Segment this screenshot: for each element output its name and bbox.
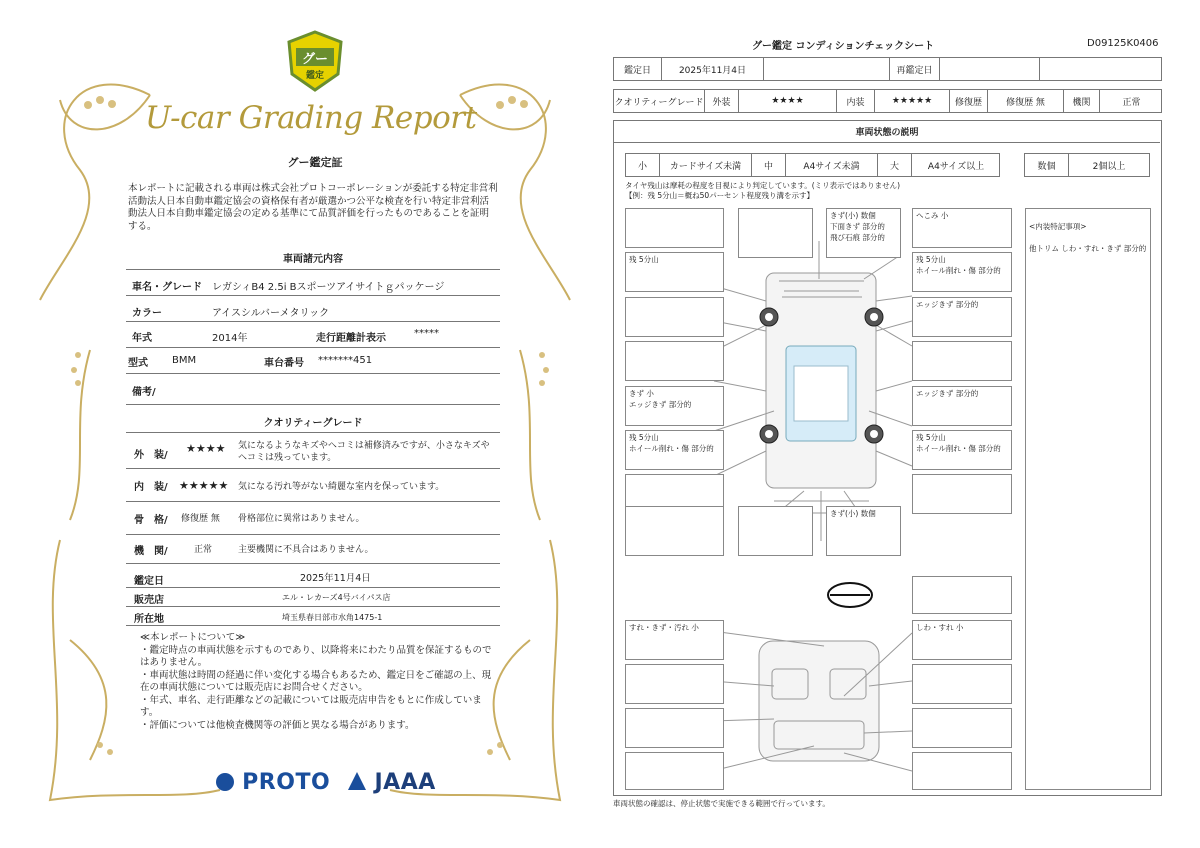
script-title: U-car Grading Report bbox=[145, 100, 477, 136]
spec-row-remarks bbox=[126, 375, 500, 405]
grade-int-label: 内装 bbox=[837, 90, 875, 112]
date-table bbox=[613, 57, 1162, 81]
jaaa-logo-icon bbox=[348, 772, 366, 790]
cond-box bbox=[912, 708, 1012, 748]
proto-logo-icon bbox=[216, 773, 234, 791]
cond-box-int-left: すれ・きず・汚れ 小 bbox=[625, 620, 724, 660]
grade-int-stars: ★★★★★ bbox=[875, 90, 950, 112]
cond-box-left-mid: きず 小 エッジきず 部分的 bbox=[625, 386, 724, 426]
proto-logo-text: PROTO bbox=[242, 770, 331, 795]
cond-box-tire-rl: 残 5分山 ホイール削れ・傷 部分的 bbox=[625, 430, 724, 470]
legend-mid-desc: A4サイズ未満 bbox=[786, 154, 878, 176]
engine-text: 主要機関に不具合はありません。 bbox=[238, 545, 374, 555]
legend-large-desc: A4サイズ以上 bbox=[927, 161, 985, 172]
frame-text: 骨格部位に異常はありません。 bbox=[238, 514, 365, 524]
spec-mileage-label: 走行距離計表示 bbox=[316, 333, 386, 344]
quality-row-interior bbox=[126, 470, 500, 502]
frame-label: 骨 格/ bbox=[134, 515, 168, 526]
specs-title: 車両諸元内容 bbox=[283, 254, 343, 265]
badge-line1: グー bbox=[301, 52, 328, 67]
interior-notes-text: 他トリム しわ・すれ・きず 部分的 bbox=[1029, 244, 1147, 253]
cond-box-tire-fr: 残 5分山 ホイール削れ・傷 部分的 bbox=[912, 252, 1012, 292]
spec-model-label: 型式 bbox=[128, 358, 148, 369]
cond-box bbox=[625, 208, 724, 248]
cond-box bbox=[912, 752, 1012, 790]
cond-box-tire-fl: 残 5分山 bbox=[625, 252, 724, 292]
quality-row-exterior bbox=[126, 432, 500, 469]
grade-engine-value: 正常 bbox=[1122, 97, 1141, 108]
date-value: 2025年11月4日 bbox=[300, 573, 371, 584]
spec-year-label: 年式 bbox=[132, 333, 152, 344]
cond-box-tire-rr: 残 5分山 ホイール削れ・傷 部分的 bbox=[912, 430, 1012, 470]
legend-count-desc: 2個以上 bbox=[1092, 161, 1126, 172]
condition-title: 車両状態の説明 bbox=[614, 121, 1160, 143]
engine-label: 機 関/ bbox=[134, 546, 168, 557]
legend-mid: 中 bbox=[752, 154, 786, 176]
sheet-title: グー鑑定 コンディションチェックシート bbox=[752, 41, 935, 52]
exterior-text: 気になるようなキズやヘコミは補修済みですが、小さなキズやヘコミは残っています。 bbox=[238, 441, 490, 463]
quality-row-engine bbox=[126, 536, 500, 564]
spec-row-name bbox=[126, 269, 500, 296]
spec-color-label: カラー bbox=[132, 308, 162, 319]
jaaa-logo-text: JAAA bbox=[374, 770, 436, 795]
address-value: 埼玉県春日部市水角1475-1 bbox=[282, 613, 383, 622]
date-row bbox=[126, 566, 500, 588]
date-label: 鑑定日 bbox=[614, 58, 662, 80]
address-row bbox=[126, 608, 500, 626]
badge-line2: 鑑定 bbox=[305, 71, 324, 81]
cond-box bbox=[625, 752, 724, 790]
note-4: ・評価については他検査機関等の評価と異なる場合があります。 bbox=[140, 719, 415, 731]
interior-text: 気になる汚れ等がない綺麗な室内を保っています。 bbox=[238, 482, 445, 492]
spec-name-label: 車名・グレード bbox=[132, 282, 202, 293]
spec-year-value: 2014年 bbox=[212, 333, 248, 344]
cond-box bbox=[912, 474, 1012, 514]
spec-remarks-label: 備考/ bbox=[132, 387, 156, 398]
cond-box-front-top: きず(小) 数個 下面きず 部分的 飛び石痕 部分的 bbox=[826, 208, 901, 258]
interior-notes-box bbox=[1025, 208, 1151, 790]
legend-large: 大 bbox=[878, 154, 912, 176]
grade-repair-label: 修復歴 bbox=[950, 90, 988, 112]
guu-kantei-badge-icon bbox=[286, 30, 344, 92]
cond-box bbox=[625, 297, 724, 337]
spec-row-model bbox=[126, 349, 500, 374]
date-blank bbox=[764, 58, 890, 80]
spec-vin-label: 車台番号 bbox=[264, 358, 304, 369]
cond-box-edge-r1: エッジきず 部分的 bbox=[912, 297, 1012, 337]
date-label: 鑑定日 bbox=[134, 576, 164, 587]
exterior-label: 外 装/ bbox=[134, 450, 168, 461]
cond-box bbox=[738, 506, 813, 556]
quality-row-frame bbox=[126, 503, 500, 535]
report-notes bbox=[140, 632, 500, 732]
cond-box bbox=[625, 708, 724, 748]
cond-box bbox=[912, 341, 1012, 381]
reinspect-label: 再鑑定日 bbox=[890, 58, 940, 80]
exterior-stars: ★★★★ bbox=[186, 442, 226, 455]
interior-label: 内 装/ bbox=[134, 482, 168, 493]
date-value: 2025年11月4日 bbox=[662, 58, 764, 80]
footer-logos bbox=[216, 770, 436, 795]
count-legend bbox=[1024, 153, 1150, 177]
cond-box-rear: きず(小) 数個 bbox=[826, 506, 901, 556]
spec-model-value: BMM bbox=[172, 355, 197, 366]
interior-stars: ★★★★★ bbox=[179, 479, 229, 492]
spec-mileage-value: ***** bbox=[414, 328, 439, 339]
grade-engine-label: 機関 bbox=[1064, 90, 1100, 112]
certificate-title: グー鑑定証 bbox=[287, 156, 343, 169]
grade-repair-value: 修復歴 無 bbox=[988, 90, 1064, 112]
cond-box bbox=[625, 506, 724, 556]
address-label: 所在地 bbox=[134, 614, 164, 625]
cond-box bbox=[912, 664, 1012, 704]
size-legend bbox=[625, 153, 1000, 177]
grade-label: クオリティーグレード bbox=[614, 90, 705, 112]
cond-box-dent: へこみ 小 bbox=[912, 208, 1012, 248]
frame-value: 修復歴 無 bbox=[181, 514, 220, 524]
sheet-footer: 車両状態の確認は、停止状態で実施できる範囲で行っています。 bbox=[613, 799, 830, 808]
document-id: D09125K0406 bbox=[1087, 38, 1159, 49]
intro-text: 本レポートに記載される車両は株式会社プロトコーポレーションが委託する特定非営利活動法人日本自動車鑑定協会の資格保有者が厳選かつ公平な検査を行い特定非営利活動法人日本自動車鑑定協会の定める基準にて品質評価を行ったものであることを証明する。 bbox=[128, 183, 498, 232]
note-1: ・鑑定時点の車両状態を示すものであり、以降将来にわたり品質を保証するものではありません。 bbox=[140, 644, 492, 668]
notes-heading: ≪本レポートについて≫ bbox=[140, 632, 246, 643]
engine-value: 正常 bbox=[194, 545, 213, 555]
reinspect-value bbox=[940, 58, 1040, 80]
note-3: ・年式、車名、走行距離などの記載については販売店申告をもとに作成しています。 bbox=[140, 694, 482, 718]
cond-box bbox=[625, 341, 724, 381]
cond-box bbox=[625, 664, 724, 704]
grade-table bbox=[613, 89, 1162, 113]
grade-ext-label: 外装 bbox=[705, 90, 739, 112]
quality-title: クオリティーグレード bbox=[263, 418, 363, 429]
note-2: ・車両状態は時間の経過に伴い変化する場合もあるため、鑑定日をご確認の上、現在の車両状態については販売店にお問合せください。 bbox=[140, 669, 492, 693]
legend-count: 数個 bbox=[1025, 154, 1069, 176]
spec-color-value: アイスシルバーメタリック bbox=[212, 308, 330, 319]
legend-small-desc: カードサイズ未満 bbox=[660, 154, 752, 176]
interior-notes-heading: <内装特記事項> bbox=[1029, 222, 1087, 231]
grade-ext-stars: ★★★★ bbox=[739, 90, 837, 112]
cond-box-int-right: しわ・すれ 小 bbox=[912, 620, 1012, 660]
cond-box-edge-r2: エッジきず 部分的 bbox=[912, 386, 1012, 426]
tire-note-2: 【例：残 5分山＝概ね50パーセント程度残り溝を示す】 bbox=[625, 191, 815, 200]
spec-row-color bbox=[126, 297, 500, 322]
tire-note-1: タイヤ残山は摩耗の程度を目視により判定しています。(ミリ表示ではありません) bbox=[625, 181, 901, 190]
condition-panel bbox=[613, 120, 1162, 796]
shop-row bbox=[126, 589, 500, 607]
cond-box bbox=[738, 208, 813, 258]
spec-vin-value: *******451 bbox=[318, 355, 373, 366]
shop-label: 販売店 bbox=[134, 595, 164, 606]
cond-box-steering bbox=[912, 576, 1012, 614]
shop-value: エル・レカーズ4号バイパス店 bbox=[282, 593, 391, 602]
condition-check-sheet bbox=[600, 0, 1200, 848]
spec-name-value: レガシィB4 2.5i Bスポーツアイサイトｇパッケージ bbox=[212, 282, 445, 293]
spec-row-year bbox=[126, 323, 500, 348]
legend-small: 小 bbox=[626, 154, 660, 176]
